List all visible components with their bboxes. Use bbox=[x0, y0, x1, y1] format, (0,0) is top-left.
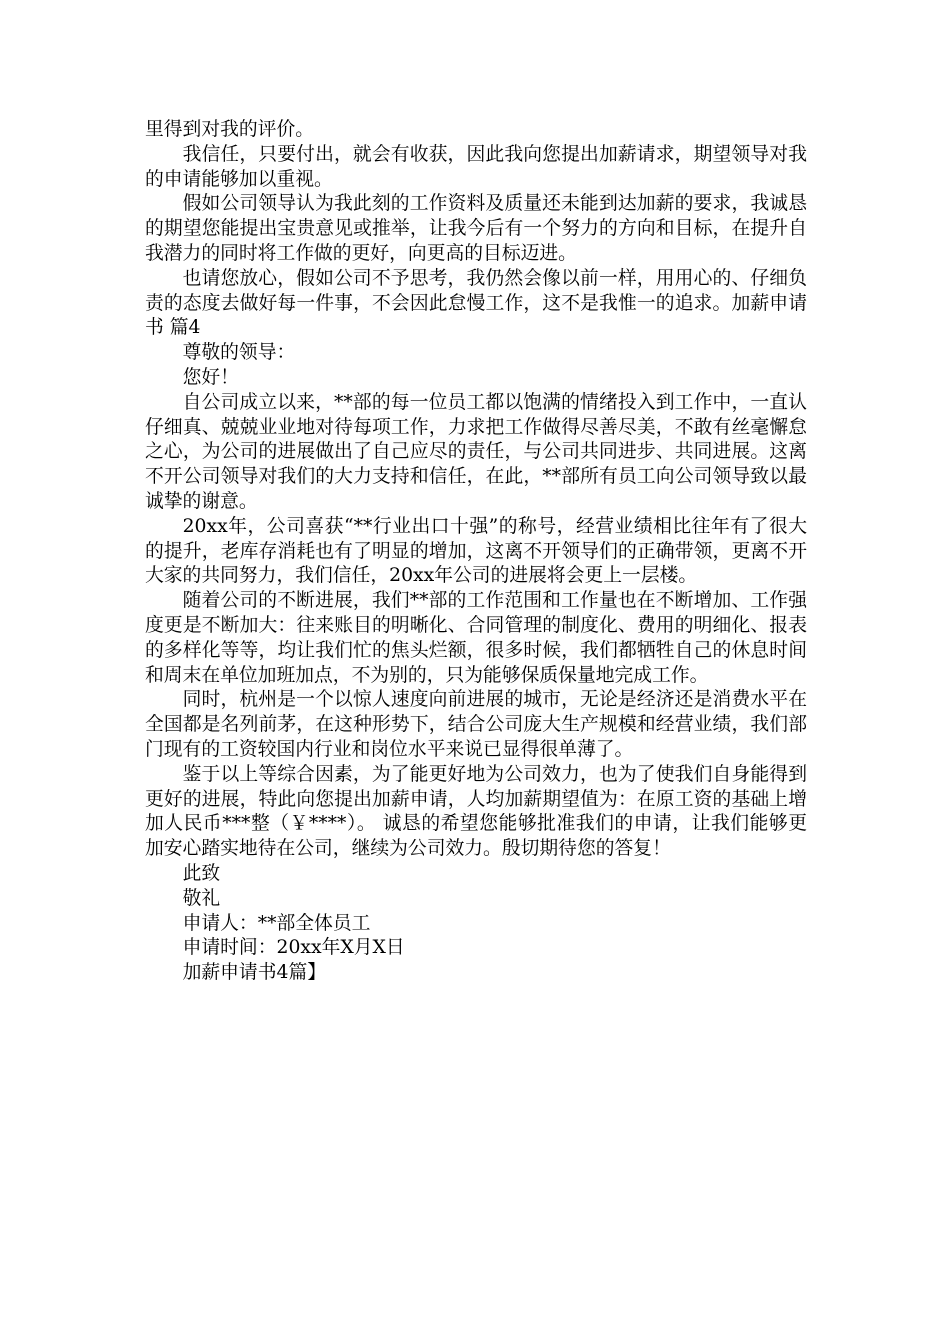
closing-regards: 敬礼 bbox=[182, 887, 221, 909]
paragraph: 里得到对我的评价。 bbox=[145, 119, 315, 140]
document-footer-title: 加薪申请书4篇】 bbox=[182, 962, 327, 984]
applicant: 申请人：**部全体员工 bbox=[182, 912, 371, 934]
application-date: 申请时间：20xx年X月X日 bbox=[182, 937, 405, 959]
paragraph: 假如公司领导认为我此刻的工作资料及质量还未能到达加薪的要求，我诚恳的期望您能提出宝贵意见或推举，让我今后有一个努力的方向和目标，在提升自我潜力的同时将工作做的更好，向更高的目标迈进。 bbox=[145, 193, 807, 264]
paragraph: 也请您放心，假如公司不予思考，我仍然会像以前一样，用用心的、仔细负责的态度去做好每一件事，不会因此怠慢工作，这不是我惟一的追求。加薪申请书 篇4 bbox=[145, 267, 807, 339]
paragraph: 随着公司的不断进展，我们**部的工作范围和工作量也在不断增加、工作强度更是不断加大：往来账目的明晰化、合同管理的制度化、费用的明细化、报表的多样化等等，均让我们忙的焦头烂额，很多时候，我们都牺牲自己的休息时间和周末在单位加班加点，不为别的，只为能够保质保量地完成工作。 bbox=[145, 590, 807, 686]
paragraph: 自公司成立以来，**部的每一位员工都以饱满的情绪投入到工作中，一直认仔细真、兢兢业业地对待每项工作，力求把工作做得尽善尽美，不敢有丝毫懈怠之心，为公司的进展做出了自己应尽的责任，与公司共同进步、共同进展。这离不开公司领导对我们的大力支持和信任，在此，**部所有员工向公司领导致以最诚挚的谢意。 bbox=[145, 391, 807, 512]
greeting: 您好！ bbox=[182, 366, 239, 388]
closing-line: 此致 bbox=[182, 862, 221, 884]
paragraph: 同时，杭州是一个以惊人速度向前进展的城市，无论是经济还是消费水平在全国都是名列前茅，在这种形势下，结合公司庞大生产规模和经营业绩，我们部门现有的工资较国内行业和岗位水平来说已显得很单薄了。 bbox=[145, 689, 807, 760]
document-body bbox=[145, 118, 807, 986]
paragraph: 鉴于以上等综合因素，为了能更好地为公司效力，也为了使我们自身能得到更好的进展，特此向您提出加薪申请，人均加薪期望值为：在原工资的基础上增加人民币***整（￥****）。 诚恳的希望您能够批准我们的申请，让我们能够更加安心踏实地待在公司，继续为公司效力。殷切期待您的答复！ bbox=[145, 763, 807, 860]
paragraph: 20xx年，公司喜获“**行业出口十强”的称号，经营业绩相比往年有了很大的提升，老库存消耗也有了明显的增加，这离不开领导们的正确带领，更离不开大家的共同努力，我们信任，20xx年公司的进展将会更上一层楼。 bbox=[145, 515, 807, 587]
paragraph: 我信任，只要付出，就会有收获，因此我向您提出加薪请求，期望领导对我的申请能够加以重视。 bbox=[145, 143, 807, 190]
salutation: 尊敬的领导： bbox=[182, 342, 296, 364]
